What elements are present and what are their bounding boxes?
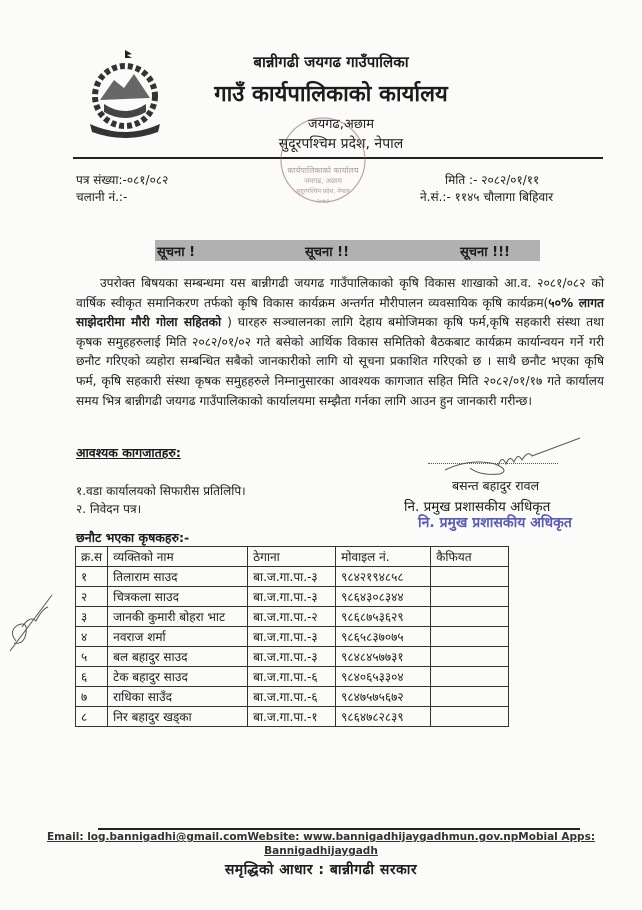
cell-address: बा.ज.गा.पा.-६ bbox=[248, 667, 336, 687]
cell-serial: ६ bbox=[76, 667, 108, 687]
notice-banner bbox=[155, 240, 540, 261]
cell-serial: ८ bbox=[76, 707, 108, 727]
notice-label-2: सूचना !! bbox=[305, 245, 350, 260]
selected-farmers-table bbox=[75, 546, 509, 727]
footer-contact bbox=[0, 830, 642, 858]
footer-app-name[interactable]: Bannigadhijaygadh bbox=[264, 845, 378, 857]
cell-address: बा.ज.गा.पा.-३ bbox=[248, 587, 336, 607]
cell-remarks bbox=[431, 707, 509, 727]
cell-mobile: ९८४८४५७७३१ bbox=[336, 647, 431, 667]
letter-number: पत्र संख्या:-०८१/०८२ bbox=[76, 173, 169, 187]
cell-mobile: ९८६४३०८३४४ bbox=[336, 587, 431, 607]
cell-name: जानकी कुमारी बोहरा भाट bbox=[108, 607, 248, 627]
notice-body-highlight: ५०% लागत साझेदारीमा मौरी गोला सहितको bbox=[76, 295, 605, 330]
required-document-item: २. निवेदन पत्र। bbox=[76, 502, 142, 516]
cell-name: तिलाराम साउद bbox=[108, 567, 248, 587]
cell-name: निर बहादुर खड्का bbox=[108, 707, 248, 727]
cell-remarks bbox=[431, 627, 509, 647]
required-document-item: १.वडा कार्यालयको सिफारीस प्रतिलिपि। bbox=[76, 484, 246, 498]
column-header-address: ठेगाना bbox=[248, 547, 336, 567]
signature-line bbox=[428, 461, 558, 464]
cell-serial: ५ bbox=[76, 647, 108, 667]
municipality-name: बान्नीगढी जयगढ गाउँपालिका bbox=[253, 53, 409, 71]
table-row bbox=[76, 567, 509, 587]
margin-initial-icon bbox=[6, 585, 56, 655]
cell-remarks bbox=[431, 567, 509, 587]
notice-body-part-2: ) घारहरु सञ्चालनका लागि देहाय बमोजिमका कृषि फर्म,कृषि सहकारी संस्था तथा कृषक समुहहरुलाई मिति २०८२/०१/०२ गते बसेको आर्थिक विकास समितिको बैठकबाट कार्यक्रम कार्यान्वयन गर्ने गरी छनौट गरिएको व्यहोरा सम्बन्धित सबैको जानकारीको लागि यो सूचना प्रकाशित गरिएको छ । साथै छनौट भएका कृषि फर्म, कृषि सहकारी संस्था कृषक समुहहरुले निम्नानुसारका आवश्यक कागजात सहित मिति २०८२/०१/१७ गते कार्यालय समय भित्र बान्नीगढी जयगढ गाउँपालिकाको कार्यालयमा सम्झैता गर्नका लागि आउन हुन जानकारी गरीन्छ। bbox=[76, 315, 604, 408]
notice-label-3: सूचना !!! bbox=[460, 245, 510, 260]
stamp-text-2: जयगढ, अछाम bbox=[304, 177, 342, 185]
footer-motto: समृद्धिको आधार : बान्नीगढी सरकार bbox=[224, 862, 418, 878]
cell-mobile: ९८६८७५३६२९ bbox=[336, 607, 431, 627]
address-line-2: सुदूरपश्चिम प्रदेश, नेपाल bbox=[278, 136, 404, 152]
signatory-name: बसन्त बहादुर रावल bbox=[452, 478, 540, 493]
cell-remarks bbox=[431, 687, 509, 707]
cell-remarks bbox=[431, 607, 509, 627]
cell-name: राधिका साउँद bbox=[108, 687, 248, 707]
cell-name: नवराज शर्मा bbox=[108, 627, 248, 647]
signature-icon bbox=[440, 436, 590, 476]
cell-remarks bbox=[431, 647, 509, 667]
cell-address: बा.ज.गा.पा.-३ bbox=[248, 647, 336, 667]
table-row bbox=[76, 627, 509, 647]
column-header-mobile: मोवाइल नं. bbox=[336, 547, 431, 567]
notice-label-1: सूचना ! bbox=[157, 245, 196, 260]
cell-name: चित्रकला साउद bbox=[108, 587, 248, 607]
notice-body bbox=[76, 274, 604, 411]
cell-mobile: ९८४२१९४८५८ bbox=[336, 567, 431, 587]
cell-mobile: ९८४०६५३३०४ bbox=[336, 667, 431, 687]
signatory-stamp: नि. प्रमुख प्रशासकीय अधिकृत bbox=[418, 515, 572, 531]
cell-mobile: ९८४७५७५६७२ bbox=[336, 687, 431, 707]
footer-contact-links[interactable]: Email: log.bannigadhi@gmail.comWebsite: www.bannigadhijaygadhmun.gov.npMobial Apps: bbox=[46, 831, 596, 843]
notice-body-part-1: उपरोक्त बिषयका सम्बन्धमा यस बान्नीगढी जयगढ गाउँपालिकाको कृषि विकास शाखाको आ.व. २०८१/०८२ को वार्षिक स्वीकृत समानिकरण तर्फको कृषि विकास कार्यक्रम अन्तर्गत मौरीपालन व्यवसायिक कृषि कार्यक्रम( bbox=[76, 276, 604, 310]
office-stamp-icon bbox=[268, 115, 378, 215]
cell-serial: २ bbox=[76, 587, 108, 607]
cell-serial: ४ bbox=[76, 627, 108, 647]
cell-remarks bbox=[431, 587, 509, 607]
cell-address: बा.ज.गा.पा.-२ bbox=[248, 607, 336, 627]
table-row bbox=[76, 707, 509, 727]
cell-serial: ३ bbox=[76, 607, 108, 627]
address-line-1: जयगढ,अछाम bbox=[307, 117, 375, 132]
cell-name: बल बहादुर साउद bbox=[108, 647, 248, 667]
column-header-serial: क्र.स bbox=[76, 547, 108, 567]
column-header-name: व्यक्तिको नाम bbox=[108, 547, 248, 567]
nepal-sambat-date: ने.सं.:- ११४५ चौलागा बिहिवार bbox=[420, 190, 554, 204]
letter-date: मिति :- २०८२/०१/११ bbox=[445, 173, 540, 187]
cell-address: बा.ज.गा.पा.-३ bbox=[248, 627, 336, 647]
dispatch-number: चलानी नं.:- bbox=[76, 190, 128, 204]
stamp-text-4: २०७३ bbox=[316, 198, 330, 205]
table-header-row bbox=[76, 547, 509, 567]
required-documents-heading: आवश्यक कागजातहरु: bbox=[76, 445, 181, 460]
stamp-text-1: कार्यपालिकाको कार्यालय bbox=[287, 166, 359, 175]
table-row bbox=[76, 667, 509, 687]
cell-remarks bbox=[431, 667, 509, 687]
cell-mobile: ९८६४७८२८३९ bbox=[336, 707, 431, 727]
signatory-title: नि. प्रमुख प्रशासकीय अधिकृत bbox=[404, 499, 551, 515]
cell-mobile: ९८६५८३७०७५ bbox=[336, 627, 431, 647]
table-row bbox=[76, 647, 509, 667]
cell-name: टेक बहादुर साउद bbox=[108, 667, 248, 687]
column-header-remarks: कैफियत bbox=[431, 547, 509, 567]
table-row bbox=[76, 587, 509, 607]
stamp-text-3: सुदूरपश्चिम प्रदेश, नेपाल bbox=[296, 188, 350, 195]
table-row bbox=[76, 687, 509, 707]
cell-serial: १ bbox=[76, 567, 108, 587]
office-title: गाउँ कार्यपालिकाको कार्यालय bbox=[214, 82, 448, 107]
table-row bbox=[76, 607, 509, 627]
cell-address: बा.ज.गा.पा.-३ bbox=[248, 567, 336, 587]
cell-serial: ७ bbox=[76, 687, 108, 707]
selected-farmers-heading: छनौट भएका कृषकहरु:- bbox=[76, 530, 190, 545]
cell-address: बा.ज.गा.पा.-१ bbox=[248, 707, 336, 727]
cell-address: बा.ज.गा.पा.-६ bbox=[248, 687, 336, 707]
